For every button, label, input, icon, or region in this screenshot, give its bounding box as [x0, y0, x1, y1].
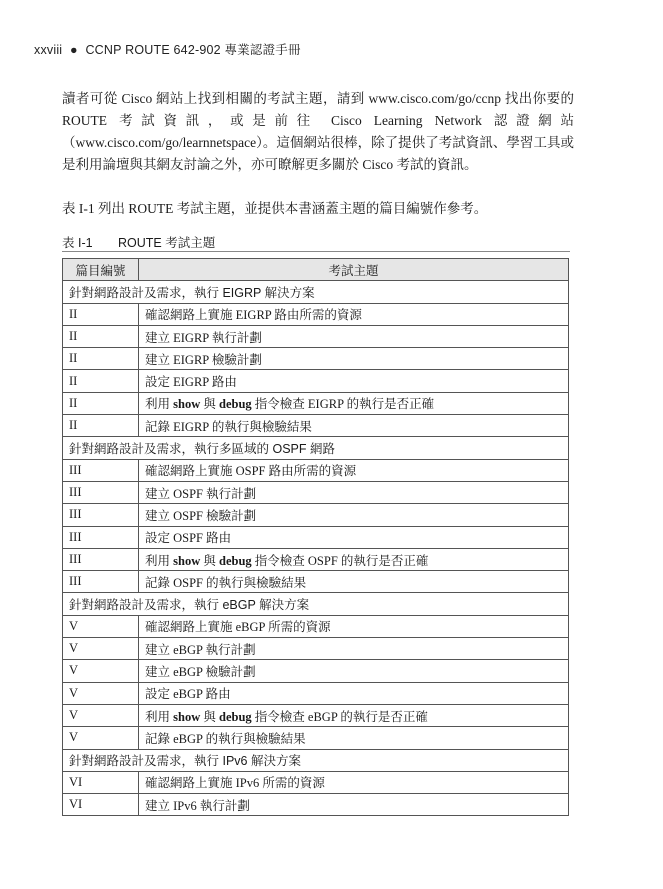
part-number: VI [63, 794, 139, 816]
section-row [63, 593, 569, 615]
part-number: V [63, 704, 139, 726]
exam-topic: 建立 OSPF 檢驗計劃 [139, 504, 569, 526]
part-number: V [63, 727, 139, 749]
exam-topic: 建立 EIGRP 執行計劃 [139, 325, 569, 347]
table-row [63, 571, 569, 593]
table-caption-label: 表 I-1 [62, 236, 93, 250]
command-keyword: debug [219, 397, 252, 412]
exam-topic [139, 392, 569, 414]
topic-text: 利用 [145, 553, 174, 568]
page-number: xxviii [34, 43, 63, 57]
part-number: III [63, 504, 139, 526]
topic-text: 利用 [145, 709, 174, 724]
table-row [63, 794, 569, 816]
table-row [63, 615, 569, 637]
part-number: II [63, 303, 139, 325]
part-number: II [63, 325, 139, 347]
part-number: II [63, 392, 139, 414]
part-number: II [63, 370, 139, 392]
table-row [63, 303, 569, 325]
exam-topic: 設定 EIGRP 路由 [139, 370, 569, 392]
table-row [63, 727, 569, 749]
command-keyword: debug [219, 709, 252, 724]
exam-topic: 記錄 OSPF 的執行與檢驗結果 [139, 571, 569, 593]
exam-topic: 設定 OSPF 路由 [139, 526, 569, 548]
column-header-part: 篇目編號 [63, 259, 139, 281]
exam-topic: 確認網路上實施 eBGP 所需的資源 [139, 615, 569, 637]
table-row [63, 704, 569, 726]
part-number: V [63, 660, 139, 682]
part-number: V [63, 682, 139, 704]
part-number: VI [63, 771, 139, 793]
part-number: V [63, 615, 139, 637]
section-row [63, 281, 569, 303]
table-row [63, 504, 569, 526]
topic-text: 指令檢查 eBGP 的執行是否正確 [251, 709, 428, 724]
exam-topic: 建立 OSPF 執行計劃 [139, 481, 569, 503]
part-number: II [63, 415, 139, 437]
exam-topics-table [62, 258, 569, 816]
topic-text: 與 [200, 553, 219, 568]
column-header-topic: 考試主題 [139, 259, 569, 281]
part-number: III [63, 526, 139, 548]
part-number: III [63, 571, 139, 593]
intro-paragraph: 讀者可從 Cisco 網站上找到相關的考試主題，請到 www.cisco.com/go/ccnp 找出你要的 ROUTE 考試資訊，或是前往 Cisco Learning Network 認證網站（www.cisco.com/go/learnnetspace）。這個網站很棒，除了提供了考試資訊、學習工具或是利用論壇與其網友討論之外，亦可瞭解更多關於 Cisco 考試的資訊。 [62, 91, 574, 172]
part-number: III [63, 548, 139, 570]
topic-text: 利用 [145, 397, 174, 412]
part-number: V [63, 638, 139, 660]
table-row [63, 682, 569, 704]
part-number: III [63, 459, 139, 481]
exam-topic: 確認網路上實施 EIGRP 路由所需的資源 [139, 303, 569, 325]
exam-topic [139, 704, 569, 726]
table-row [63, 415, 569, 437]
section-row [63, 749, 569, 771]
table-row [63, 392, 569, 414]
running-header [34, 40, 301, 58]
table-reference-paragraph: 表 I-1 列出 ROUTE 考試主題，並提供本書涵蓋主題的篇目編號作參考。 [62, 201, 488, 216]
command-keyword: show [173, 553, 201, 568]
section-title: 針對網路設計及需求，執行多區域的 OSPF 網路 [63, 437, 569, 459]
part-number: III [63, 481, 139, 503]
table-row [63, 348, 569, 370]
exam-topic: 記錄 eBGP 的執行與檢驗結果 [139, 727, 569, 749]
bullet-icon: ● [69, 43, 78, 57]
book-title: CCNP ROUTE 642-902 專業認證手冊 [85, 43, 301, 57]
topic-text: 指令檢查 EIGRP 的執行是否正確 [251, 397, 435, 412]
table-row [63, 638, 569, 660]
topic-text: 與 [200, 709, 219, 724]
exam-topic: 設定 eBGP 路由 [139, 682, 569, 704]
table-row [63, 526, 569, 548]
table-row [63, 660, 569, 682]
exam-topic: 建立 eBGP 檢驗計劃 [139, 660, 569, 682]
table-caption [62, 233, 215, 251]
exam-topic: 確認網路上實施 OSPF 路由所需的資源 [139, 459, 569, 481]
table-row [63, 370, 569, 392]
exam-topic: 建立 IPv6 執行計劃 [139, 794, 569, 816]
part-number: II [63, 348, 139, 370]
table-row [63, 459, 569, 481]
table-caption-text: ROUTE 考試主題 [118, 236, 216, 250]
exam-topic: 記錄 EIGRP 的執行與檢驗結果 [139, 415, 569, 437]
section-title: 針對網路設計及需求，執行 IPv6 解決方案 [63, 749, 569, 771]
exam-topic: 建立 EIGRP 檢驗計劃 [139, 348, 569, 370]
section-row [63, 437, 569, 459]
table-header-row [63, 259, 569, 281]
table-row [63, 325, 569, 347]
section-title: 針對網路設計及需求，執行 eBGP 解決方案 [63, 593, 569, 615]
section-title: 針對網路設計及需求，執行 EIGRP 解決方案 [63, 281, 569, 303]
caption-rule [62, 251, 570, 252]
table-row [63, 548, 569, 570]
exam-topic: 建立 eBGP 執行計劃 [139, 638, 569, 660]
table-row [63, 771, 569, 793]
exam-topic: 確認網路上實施 IPv6 所需的資源 [139, 771, 569, 793]
table-row [63, 481, 569, 503]
command-keyword: show [173, 397, 201, 412]
topic-text: 與 [200, 397, 219, 412]
command-keyword: show [173, 709, 201, 724]
topic-text: 指令檢查 OSPF 的執行是否正確 [251, 553, 429, 568]
exam-topic [139, 548, 569, 570]
command-keyword: debug [219, 553, 252, 568]
